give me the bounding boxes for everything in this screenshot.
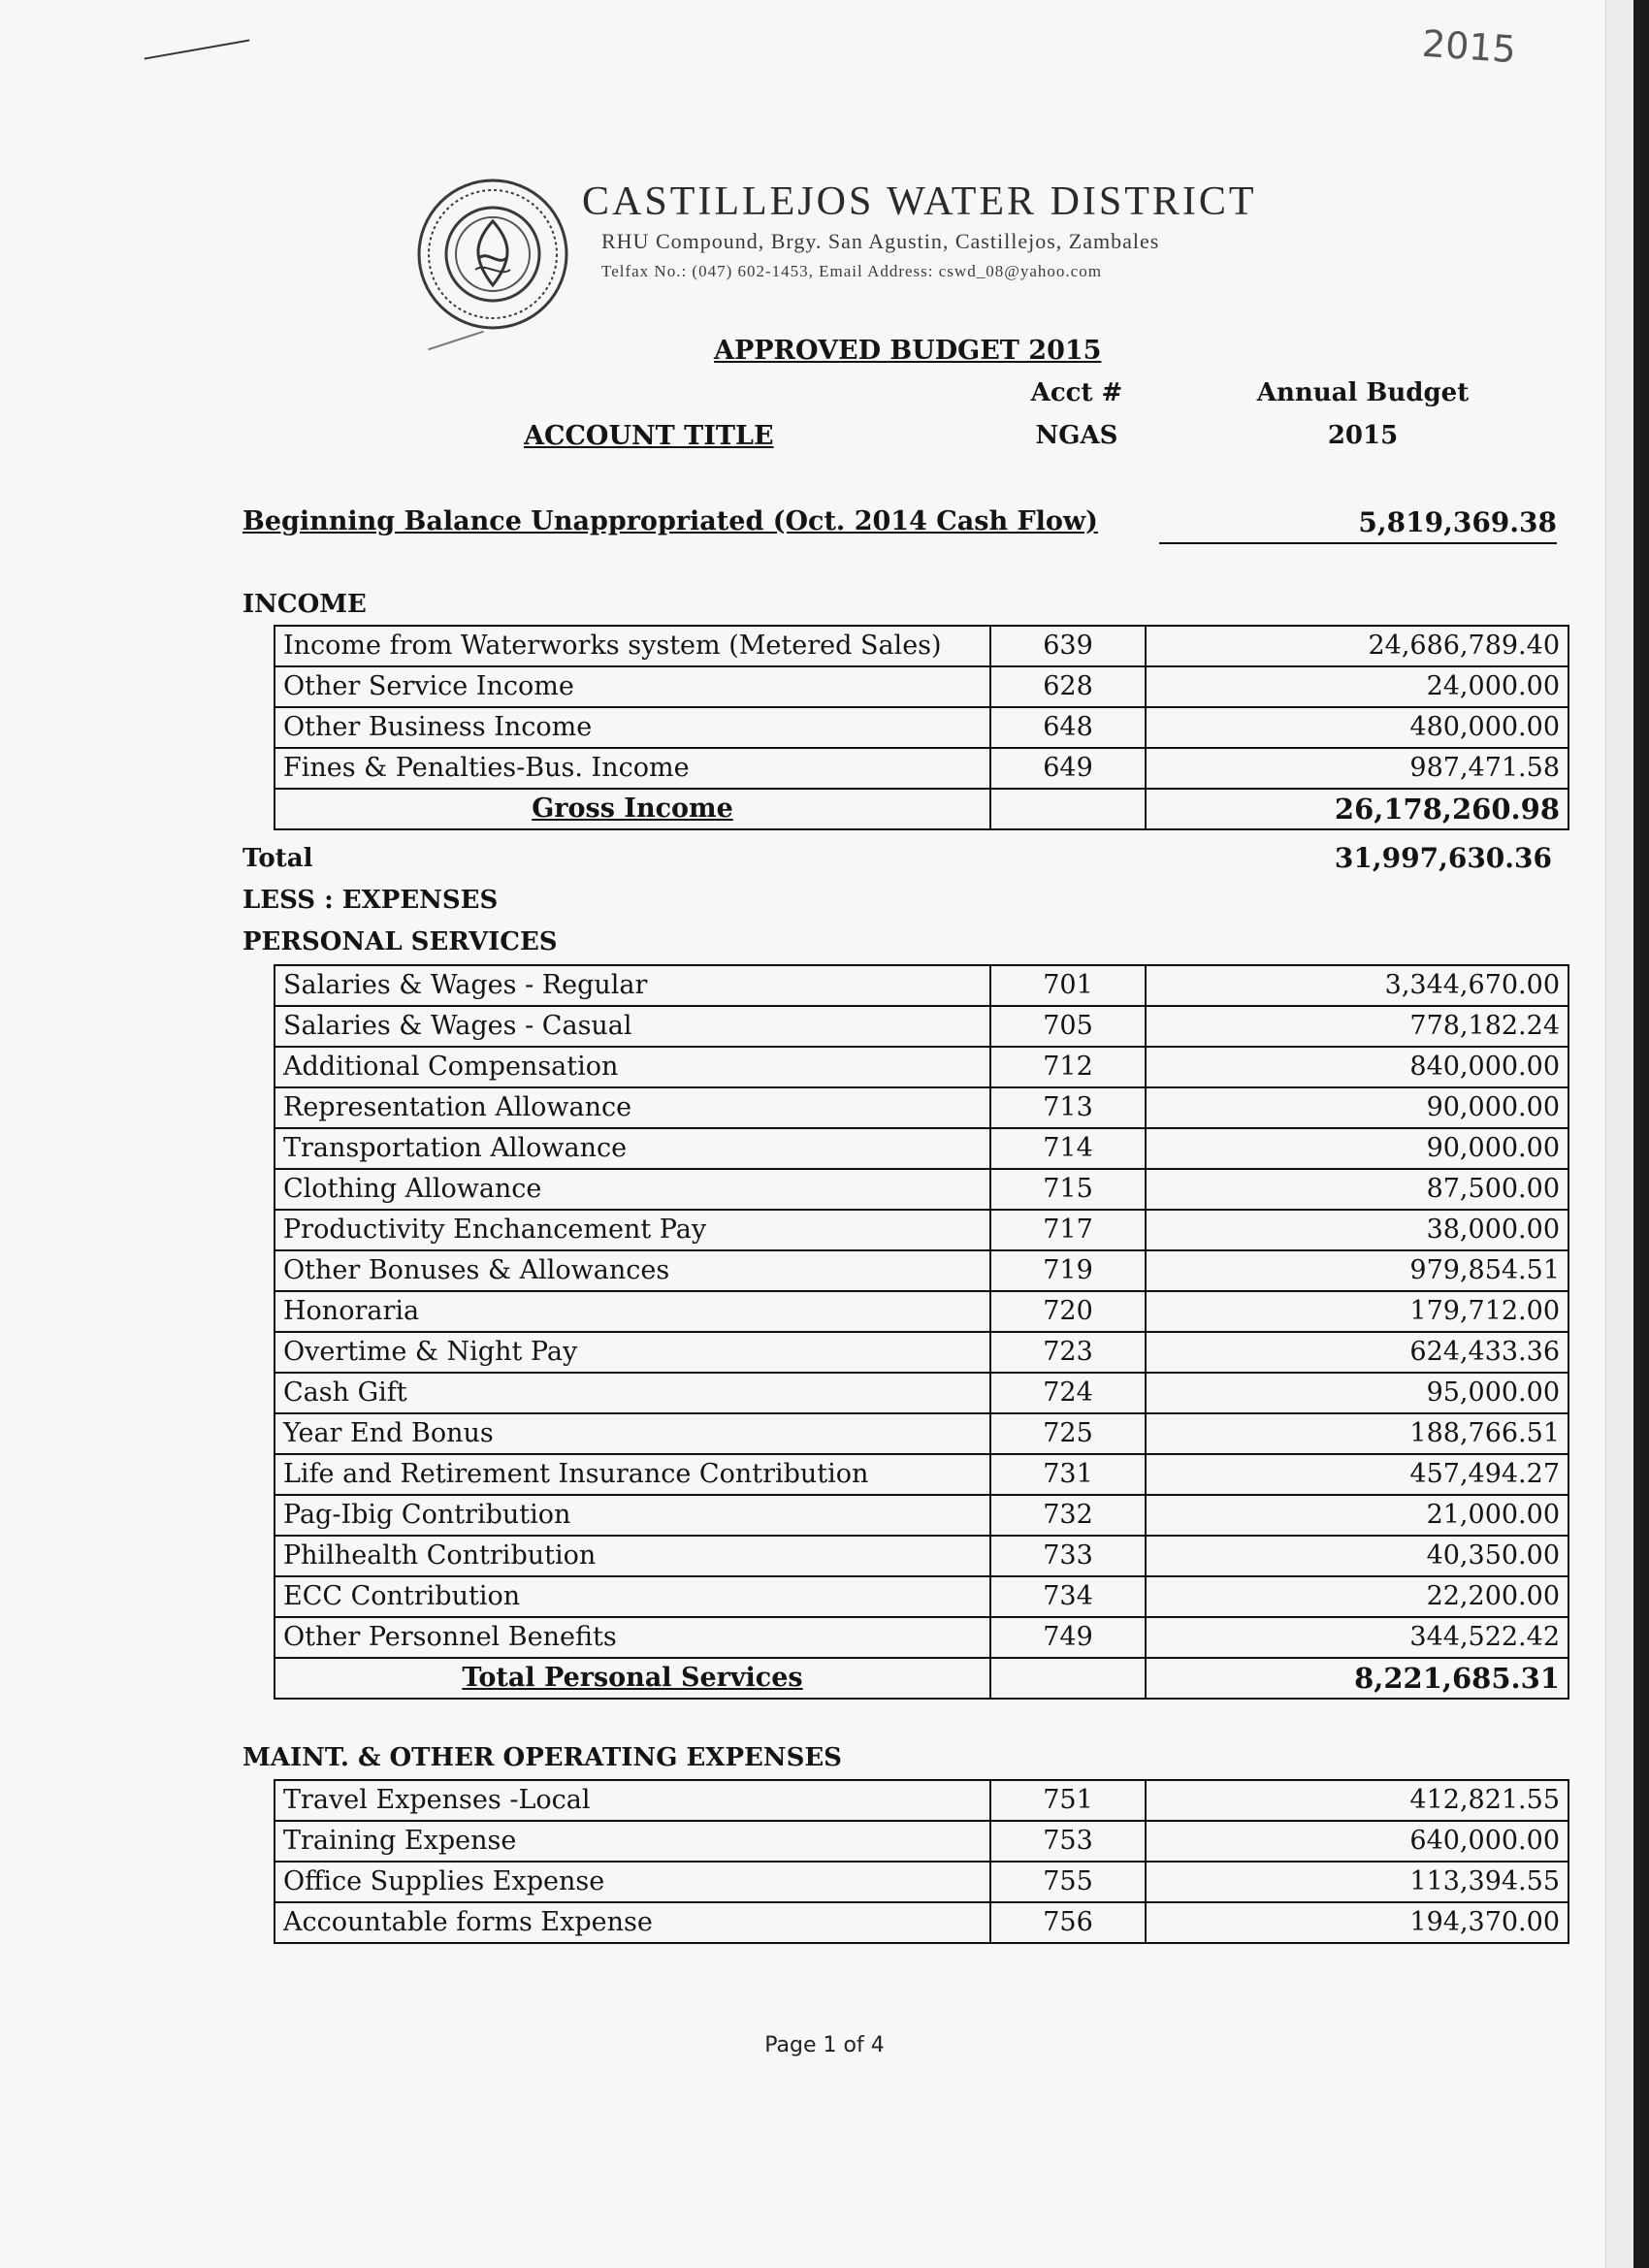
income-table [274,625,1569,830]
account-number-cell: 725 [990,1413,1146,1454]
account-title-cell: Other Bonuses & Allowances [275,1250,990,1291]
account-title-cell: Accountable forms Expense [275,1902,990,1943]
total-amount: 31,997,630.36 [1334,842,1552,874]
personal-services-table [274,964,1569,1700]
amount-cell: 987,471.58 [1146,748,1568,789]
amount-cell: 624,433.36 [1146,1332,1568,1373]
column-header-year: 2015 [1327,421,1399,450]
column-header-acct: Acct # [1030,378,1123,407]
organization-name: CASTILLEJOS WATER DISTRICT [582,179,1257,224]
account-number-cell: 648 [990,707,1146,748]
amount-cell: 40,350.00 [1146,1536,1568,1576]
account-number-cell: 751 [990,1780,1146,1821]
account-title-cell: Additional Compensation [275,1047,990,1087]
account-title-cell: Income from Waterworks system (Metered Sales) [275,626,990,666]
subtotal-amount: 26,178,260.98 [1146,789,1568,829]
table-row [275,626,1568,666]
pen-mark [428,331,484,350]
account-title-cell: Transportation Allowance [275,1128,990,1169]
amount-cell: 979,854.51 [1146,1250,1568,1291]
table-row [275,707,1568,748]
account-number-cell: 719 [990,1250,1146,1291]
subtotal-row [275,789,1568,829]
handwritten-annotation: 2015 [1420,21,1518,72]
amount-cell: 840,000.00 [1146,1047,1568,1087]
account-number-cell: 717 [990,1210,1146,1250]
account-number-cell: 701 [990,965,1146,1006]
table-row [275,1087,1568,1128]
amount-cell: 3,344,670.00 [1146,965,1568,1006]
amount-cell: 24,000.00 [1146,666,1568,707]
table-row [275,1047,1568,1087]
table-row [275,1780,1568,1821]
table-row [275,1576,1568,1617]
column-header-account-title: ACCOUNT TITLE [524,421,774,451]
amount-cell: 457,494.27 [1146,1454,1568,1495]
beginning-balance-amount: 5,819,369.38 [1159,506,1557,544]
amount-cell: 778,182.24 [1146,1006,1568,1047]
account-number-cell: 734 [990,1576,1146,1617]
amount-cell: 22,200.00 [1146,1576,1568,1617]
document-title: APPROVED BUDGET 2015 [714,336,1102,366]
table-row [275,965,1568,1006]
personal-services-heading: PERSONAL SERVICES [242,927,558,956]
pen-mark [145,39,250,59]
account-title-cell: ECC Contribution [275,1576,990,1617]
amount-cell: 179,712.00 [1146,1291,1568,1332]
account-title-cell: Cash Gift [275,1373,990,1413]
table-row [275,1862,1568,1902]
column-header-annual-budget: Annual Budget [1256,378,1470,407]
table-row [275,1128,1568,1169]
subtotal-acct-cell [990,1658,1146,1699]
amount-cell: 344,522.42 [1146,1617,1568,1658]
account-number-cell: 724 [990,1373,1146,1413]
account-number-cell: 714 [990,1128,1146,1169]
table-row [275,666,1568,707]
table-row [275,1617,1568,1658]
account-number-cell: 712 [990,1047,1146,1087]
subtotal-amount: 8,221,685.31 [1146,1658,1568,1699]
water-district-seal-icon [415,177,570,332]
scan-edge [1605,0,1649,2268]
account-title-cell: Clothing Allowance [275,1169,990,1210]
account-number-cell: 723 [990,1332,1146,1373]
account-number-cell: 649 [990,748,1146,789]
account-title-cell: Office Supplies Expense [275,1862,990,1902]
table-row [275,1373,1568,1413]
account-number-cell: 715 [990,1169,1146,1210]
amount-cell: 480,000.00 [1146,707,1568,748]
table-row [275,748,1568,789]
account-title-cell: Training Expense [275,1821,990,1862]
mooe-table [274,1779,1569,1944]
subtotal-label: Total Personal Services [275,1658,990,1699]
amount-cell: 95,000.00 [1146,1373,1568,1413]
account-number-cell: 733 [990,1536,1146,1576]
table-row [275,1006,1568,1047]
account-title-cell: Productivity Enchancement Pay [275,1210,990,1250]
table-row [275,1413,1568,1454]
table-row [275,1821,1568,1862]
table-row [275,1250,1568,1291]
subtotal-label: Gross Income [275,789,990,829]
amount-cell: 412,821.55 [1146,1780,1568,1821]
account-number-cell: 705 [990,1006,1146,1047]
beginning-balance-label: Beginning Balance Unappropriated (Oct. 2014 Cash Flow) [242,506,1098,536]
organization-address: RHU Compound, Brgy. San Agustin, Castillejos, Zambales [601,229,1160,253]
account-number-cell: 732 [990,1495,1146,1536]
account-title-cell: Other Business Income [275,707,990,748]
account-number-cell: 755 [990,1862,1146,1902]
organization-contact: Telfax No.: (047) 602-1453, Email Address: cswd_08@yahoo.com [601,262,1102,280]
table-row [275,1495,1568,1536]
account-number-cell: 756 [990,1902,1146,1943]
account-title-cell: Other Service Income [275,666,990,707]
table-row [275,1332,1568,1373]
subtotal-row [275,1658,1568,1699]
account-number-cell: 753 [990,1821,1146,1862]
account-title-cell: Fines & Penalties-Bus. Income [275,748,990,789]
account-title-cell: Pag-Ibig Contribution [275,1495,990,1536]
account-number-cell: 749 [990,1617,1146,1658]
amount-cell: 90,000.00 [1146,1087,1568,1128]
account-number-cell: 628 [990,666,1146,707]
account-number-cell: 731 [990,1454,1146,1495]
amount-cell: 21,000.00 [1146,1495,1568,1536]
amount-cell: 188,766.51 [1146,1413,1568,1454]
less-expenses-label: LESS : EXPENSES [242,886,499,915]
account-title-cell: Salaries & Wages - Casual [275,1006,990,1047]
amount-cell: 640,000.00 [1146,1821,1568,1862]
account-title-cell: Other Personnel Benefits [275,1617,990,1658]
account-number-cell: 639 [990,626,1146,666]
table-row [275,1536,1568,1576]
account-title-cell: Salaries & Wages - Regular [275,965,990,1006]
table-row [275,1210,1568,1250]
amount-cell: 113,394.55 [1146,1862,1568,1902]
account-number-cell: 720 [990,1291,1146,1332]
page-number: Page 1 of 4 [764,2033,885,2057]
table-row [275,1169,1568,1210]
account-number-cell: 713 [990,1087,1146,1128]
table-row [275,1454,1568,1495]
account-title-cell: Philhealth Contribution [275,1536,990,1576]
subtotal-acct-cell [990,789,1146,829]
amount-cell: 194,370.00 [1146,1902,1568,1943]
amount-cell: 24,686,789.40 [1146,626,1568,666]
account-title-cell: Year End Bonus [275,1413,990,1454]
amount-cell: 87,500.00 [1146,1169,1568,1210]
total-label: Total [242,844,313,873]
amount-cell: 38,000.00 [1146,1210,1568,1250]
account-title-cell: Travel Expenses -Local [275,1780,990,1821]
account-title-cell: Honoraria [275,1291,990,1332]
account-title-cell: Representation Allowance [275,1087,990,1128]
amount-cell: 90,000.00 [1146,1128,1568,1169]
column-header-ngas: NGAS [1035,421,1118,450]
account-title-cell: Overtime & Night Pay [275,1332,990,1373]
table-row [275,1291,1568,1332]
income-heading: INCOME [242,590,367,619]
account-title-cell: Life and Retirement Insurance Contribution [275,1454,990,1495]
table-row [275,1902,1568,1943]
mooe-heading: MAINT. & OTHER OPERATING EXPENSES [242,1743,842,1772]
